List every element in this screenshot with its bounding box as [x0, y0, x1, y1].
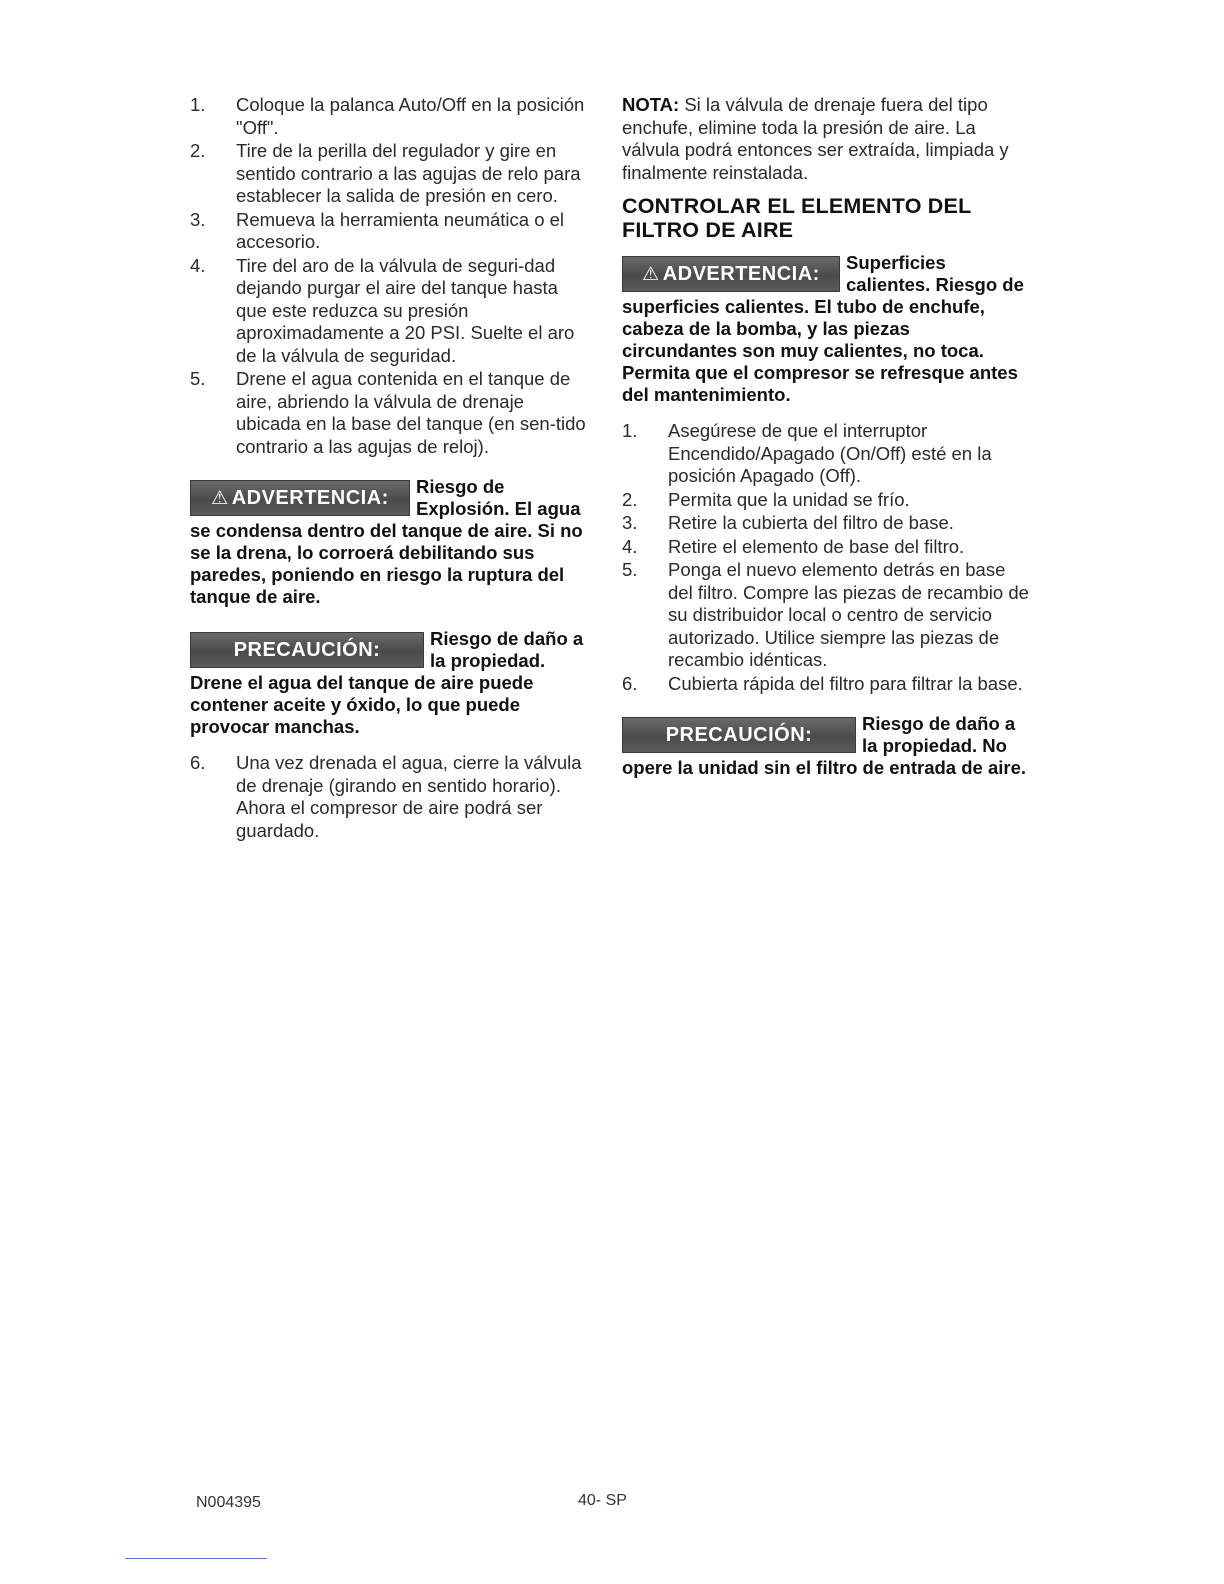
note-paragraph — [622, 94, 1030, 184]
list-item — [190, 94, 590, 139]
step-text: Tire del aro de la válvula de seguri-dad dejando purgar el aire del tanque hasta que este reduzca su presión aproximadamente a 20 PSI. Suelte el aro de la válvula de seguridad. — [236, 254, 575, 366]
left-steps-list-continued — [190, 752, 590, 842]
step-text: Retire el elemento de base del filtro. — [668, 535, 965, 557]
section-heading: CONTROLAR EL ELEMENTO DEL FILTRO DE AIRE — [622, 194, 972, 242]
list-item — [190, 209, 590, 254]
step-number: 2. — [622, 488, 638, 510]
list-item — [622, 420, 1030, 488]
list-item — [622, 673, 1030, 696]
step-text: Drene el agua contenida en el tanque de aire, abriendo la válvula de drenaje ubicada en la base del tanque (en sen-tido contrario a las agujas de reloj). — [236, 368, 586, 457]
step-number: 5. — [190, 368, 206, 389]
step-text: Tire de la perilla del regulador y gire en sentido contrario a las agujas de relo para establecer la salida de presión en cero. — [236, 140, 581, 206]
caution-block — [622, 713, 1030, 779]
step-number: 6. — [622, 672, 638, 694]
caution-label: PRECAUCIÓN: — [190, 632, 424, 668]
warning-text: Riesgo de Explosión. El agua se condensa dentro del tanque de aire. Si no se la drena, lo corroerá debilitando sus paredes, poniendo en riesgo la ruptura del tanque de aire. — [190, 476, 583, 607]
warning-triangle-icon: ⚠ — [642, 263, 660, 285]
step-number: 2. — [190, 140, 206, 161]
list-item — [190, 368, 590, 458]
list-item — [622, 489, 1030, 512]
step-text: Una vez drenada el agua, cierre la válvula de drenaje (girando en sentido horario). Ahora el compresor de aire podrá ser guardado. — [236, 752, 582, 841]
step-number: 3. — [190, 208, 206, 230]
step-text: Cubierta rápida del filtro para filtrar la base. — [668, 672, 1023, 694]
caution-label: PRECAUCIÓN: — [622, 717, 856, 753]
page-number: 40- SP — [578, 1492, 627, 1509]
left-column — [190, 94, 590, 843]
step-text: Retire la cubierta del filtro de base. — [668, 512, 954, 533]
warning-triangle-icon: ⚠ — [211, 487, 229, 509]
bottom-rule — [125, 1558, 267, 1559]
warning-block — [190, 476, 590, 608]
note-text: Si la válvula de drenaje fuera del tipo enchufe, elimine toda la presión de aire. La válvula podrá entonces ser extraída, limpiada y finalmente reinstalada. — [622, 94, 1009, 183]
caution-text: Riesgo de daño a la propiedad. No opere la unidad sin el filtro de entrada de aire. — [622, 713, 1027, 778]
warning-block — [622, 252, 1030, 406]
warning-text: Superficies calientes. Riesgo de superficies calientes. El tubo de enchufe, cabeza de la bomba, y las piezas circundantes son muy calientes, no toca. Permita que el compresor se refresque antes del mantenimiento. — [622, 252, 1024, 405]
step-text: Remueva la herramienta neumática o el accesorio. — [236, 208, 565, 252]
step-number: 3. — [622, 512, 638, 533]
warning-label: ⚠ ADVERTENCIA: — [190, 480, 410, 516]
step-number: 1. — [622, 420, 638, 441]
step-number: 4. — [190, 254, 206, 276]
list-item — [190, 752, 590, 842]
right-column — [622, 94, 1030, 791]
list-item — [622, 559, 1030, 672]
step-number: 5. — [622, 559, 638, 580]
list-item — [190, 140, 590, 208]
step-number: 6. — [190, 752, 206, 773]
step-text: Ponga el nuevo elemento detrás en base del filtro. Compre las piezas de recambio de su distribuidor local o centro de servicio autorizado. Utilice siempre las piezas de recambio idénticas. — [668, 559, 1029, 670]
list-item — [622, 512, 1030, 535]
left-steps-list — [190, 94, 590, 458]
document-code: N004395 — [196, 1494, 261, 1511]
warning-label: ⚠ ADVERTENCIA: — [622, 256, 840, 292]
step-number: 4. — [622, 535, 638, 557]
step-text: Coloque la palanca Auto/Off en la posición "Off". — [236, 94, 585, 138]
step-number: 1. — [190, 94, 206, 115]
step-text: Permita que la unidad se frío. — [668, 488, 910, 510]
right-steps-list — [622, 420, 1030, 695]
caution-text: Riesgo de daño a la propiedad. Drene el agua del tanque de aire puede contener aceite y óxido, lo que puede provocar manchas. — [190, 628, 584, 737]
step-text: Asegúrese de que el interruptor Encendido/Apagado (On/Off) esté en la posición Apagado (Off). — [668, 420, 992, 486]
caution-block — [190, 628, 590, 738]
note-lead: NOTA: — [622, 94, 680, 115]
list-item — [622, 536, 1030, 559]
list-item — [190, 255, 590, 368]
